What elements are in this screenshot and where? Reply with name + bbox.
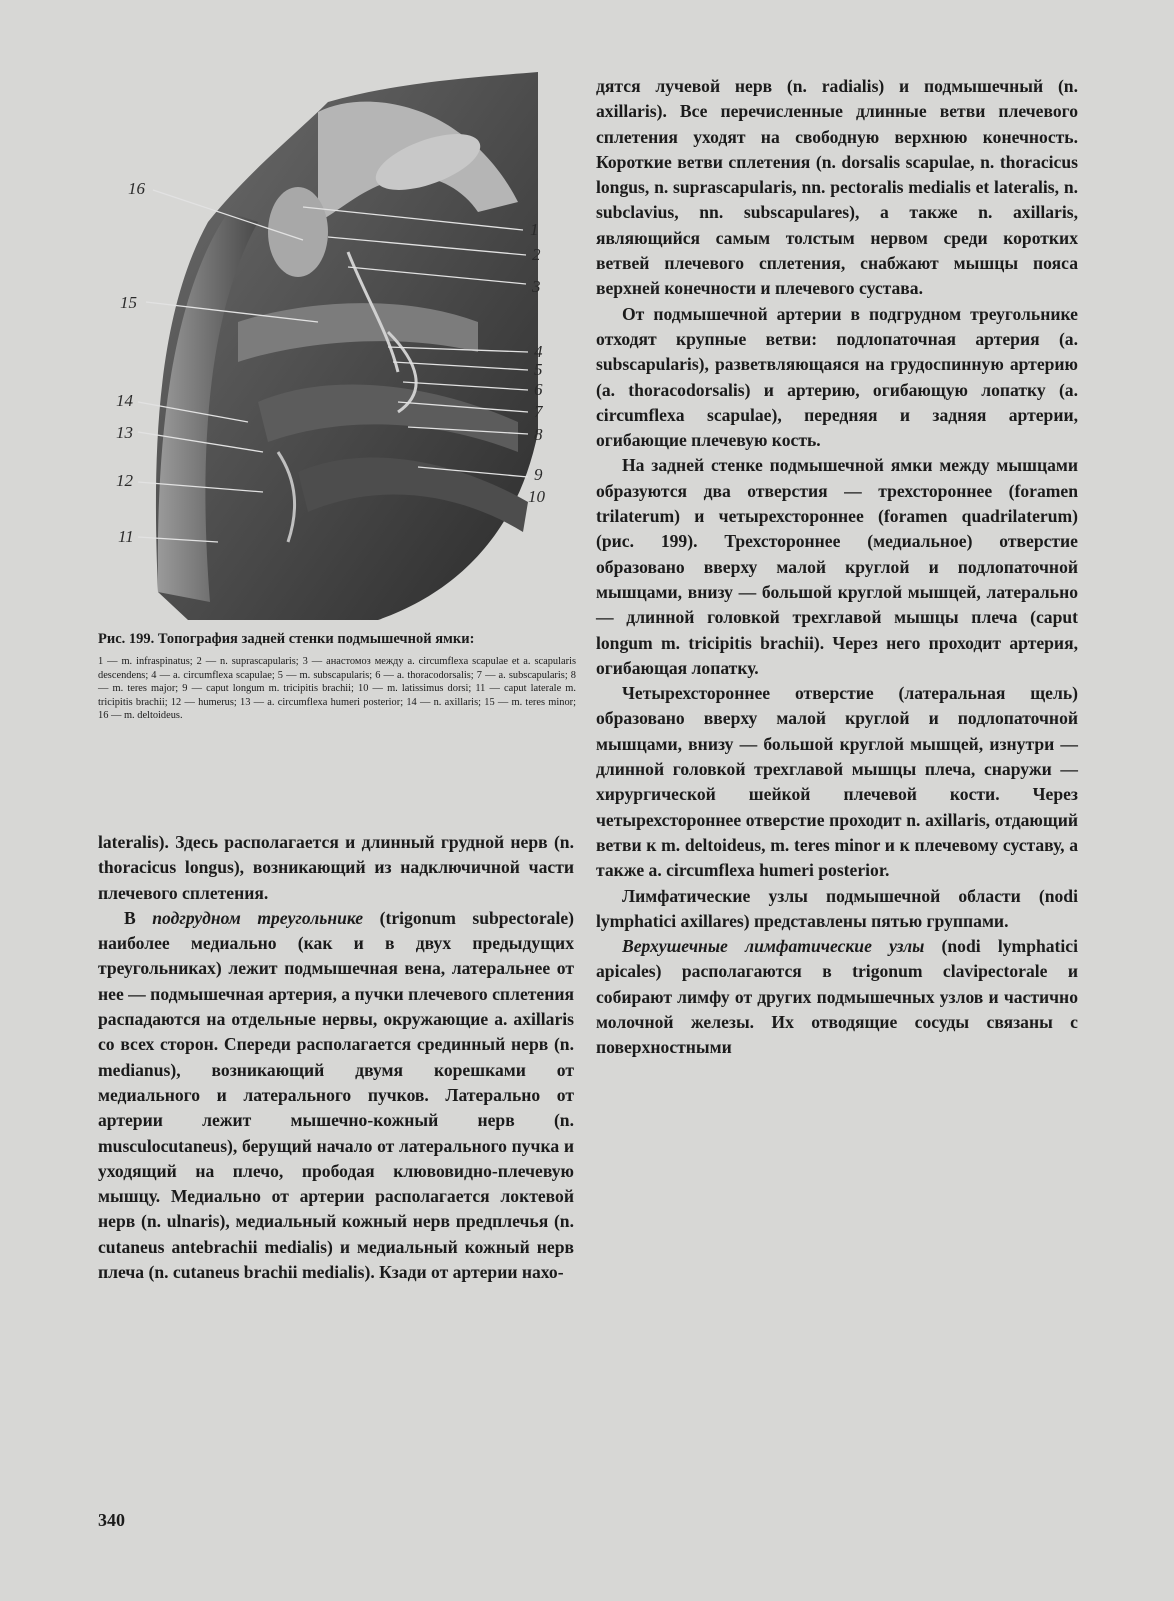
caption-legend: 1 — m. infraspinatus; 2 — n. suprascapularis; 3 — анастомоз между a. circumflexa scapulae et a. scapularis descendens; 4 — a. circumflexa scapulae; 5 — m. subscapularis; 6 — a. thoracodorsalis; 7 — a. subscapularis; 8 — m. teres major; 9 — caput longum m. tricipitis brachii; 10 — m. latissimus dorsi; 11 — caput laterale m. tricipitis brachii; 12 — humerus; 13 — a. circumflexa humeri posterior; 14 — n. axillaris; 15 — m. teres minor; 16 — m. deltoideus. <box>98 656 576 722</box>
right-paragraph-1: дятся лучевой нерв (n. radialis) и подмышечный (n. axillaris). Все перечисленные длинные ветви плечевого сплетения уходят на свободную верхнюю конечность. Короткие ветви сплетения (n. dorsalis scapulae, n. thoracicus longus, n. suprascapularis, nn. pectoralis medialis et lateralis, n. subclavius, nn. subscapulares), а также n. axillaris, являющийся самым толстым нервом среди коротких ветвей плечевого сплетения, снабжают мышцы пояса верхней конечности и плечевого сустава. <box>596 76 1078 299</box>
figure-label-6: 6 <box>534 380 543 399</box>
figure-label-10: 10 <box>528 487 545 506</box>
figure-label-2: 2 <box>532 245 541 264</box>
figure-label-14: 14 <box>116 391 133 410</box>
right-paragraph-5: Лимфатические узлы подмышечной области (nodi lymphatici axillares) представлены пятью группами. <box>596 885 1078 931</box>
right-paragraph-4: Четырехстороннее отверстие (латеральная щель) образовано вверху малой круглой и подлопаточной мышцами, внизу — большой круглой мышцей, изнутри — длинной головкой трехглавой мышцы плеча, снаружи — хирургической шейкой плечевой кости. Через четырехстороннее отверстие проходит n. axillaris, отдающий ветви к m. deltoideus, m. teres minor и к плечевому суставу, а также a. circumflexa humeri posterior. <box>596 683 1078 881</box>
figure-label-4: 4 <box>534 342 543 361</box>
lymph-nodes-heading: Лимфатические узлы <box>622 885 808 906</box>
left-column <box>98 830 574 1285</box>
figure-label-7: 7 <box>534 402 543 421</box>
figure-label-9: 9 <box>534 465 543 484</box>
left-paragraph-2-term: подгрудном треугольнике <box>152 907 364 928</box>
caption-title: Рис. 199. Топография задней стенки подмышечной ямки: <box>98 631 475 647</box>
figure-label-15: 15 <box>120 293 137 312</box>
apical-nodes-term: Верхушечные лимфатические узлы <box>622 936 925 957</box>
figure-label-5: 5 <box>534 360 543 379</box>
right-paragraph-6: Верхушечные лимфатические узлы (nodi lymphatici apicales) располагаются в trigonum clavipectorale и собирают лимфу от других подмышечных узлов и частично молочной железы. Их отводящие сосуды связаны с поверхностными <box>596 936 1078 1058</box>
figure-label-3: 3 <box>532 277 541 296</box>
figure-label-1: 1 <box>530 220 539 239</box>
anatomy-illustration <box>98 72 572 620</box>
right-column <box>596 74 1078 1061</box>
left-paragraph-2: В подгрудном треугольнике (trigonum subpectorale) наиболее медиально (как и в двух предыдущих треугольниках) лежит подмышечная вена, латеральнее от нее — подмышечная артерия, а пучки плечевого сплетения распадаются на отдельные нервы, окружающие a. axillaris со всех сторон. Спереди располагается срединный нерв (n. medianus), возникающий двумя корешками от медиального и латерального пучков. Латерально от артерии лежит мышечно-кожный нерв (n. musculocutaneus), берущий начало от латерального пучка и уходящий на плечо, прободая клювовидно-плечевую мышцу. Медиально от артерии располагается локтевой нерв (n. ulnaris), медиальный кожный нерв предплечья (n. cutaneus antebrachii medialis) и медиальный кожный нерв плеча (n. cutaneus brachii medialis). Кзади от артерии нахо- <box>98 907 574 1283</box>
figure-label-12: 12 <box>116 471 133 490</box>
figure-label-8: 8 <box>534 425 543 444</box>
left-paragraph-1: lateralis). Здесь располагается и длинный грудной нерв (n. thoracicus longus), возникающий из надключичной части плечевого сплетения. <box>98 832 574 903</box>
right-paragraph-2: От подмышечной артерии в подгрудном треугольнике отходят крупные ветви: подлопаточная артерия (a. subscapularis), разветвляющаяся на грудоспинную артерию (a. thoracodorsalis) и артерию, огибающую лопатку (a. circumflexa scapulae), передняя и задняя артерии, огибающие плечевую кость. <box>596 303 1078 451</box>
figure-label-13: 13 <box>116 423 133 442</box>
figure-caption <box>98 630 576 723</box>
right-paragraph-3: На задней стенке подмышечной ямки между мышцами образуются два отверстия — трехстороннее (foramen trilaterum) и четырехстороннее (foramen quadrilaterum) (рис. 199). Трехстороннее (медиальное) отверстие образовано вверху малой круглой и подлопаточной мышцами, внизу — большой круглой мышцей, латерально — длинной головкой трехглавой мышцы плеча (caput longum m. tricipitis brachii). Через него проходит артерия, огибающая лопатку. <box>596 455 1078 678</box>
figure-label-11: 11 <box>118 527 134 546</box>
figure-label-16: 16 <box>128 179 145 198</box>
page-number: 340 <box>98 1510 125 1530</box>
